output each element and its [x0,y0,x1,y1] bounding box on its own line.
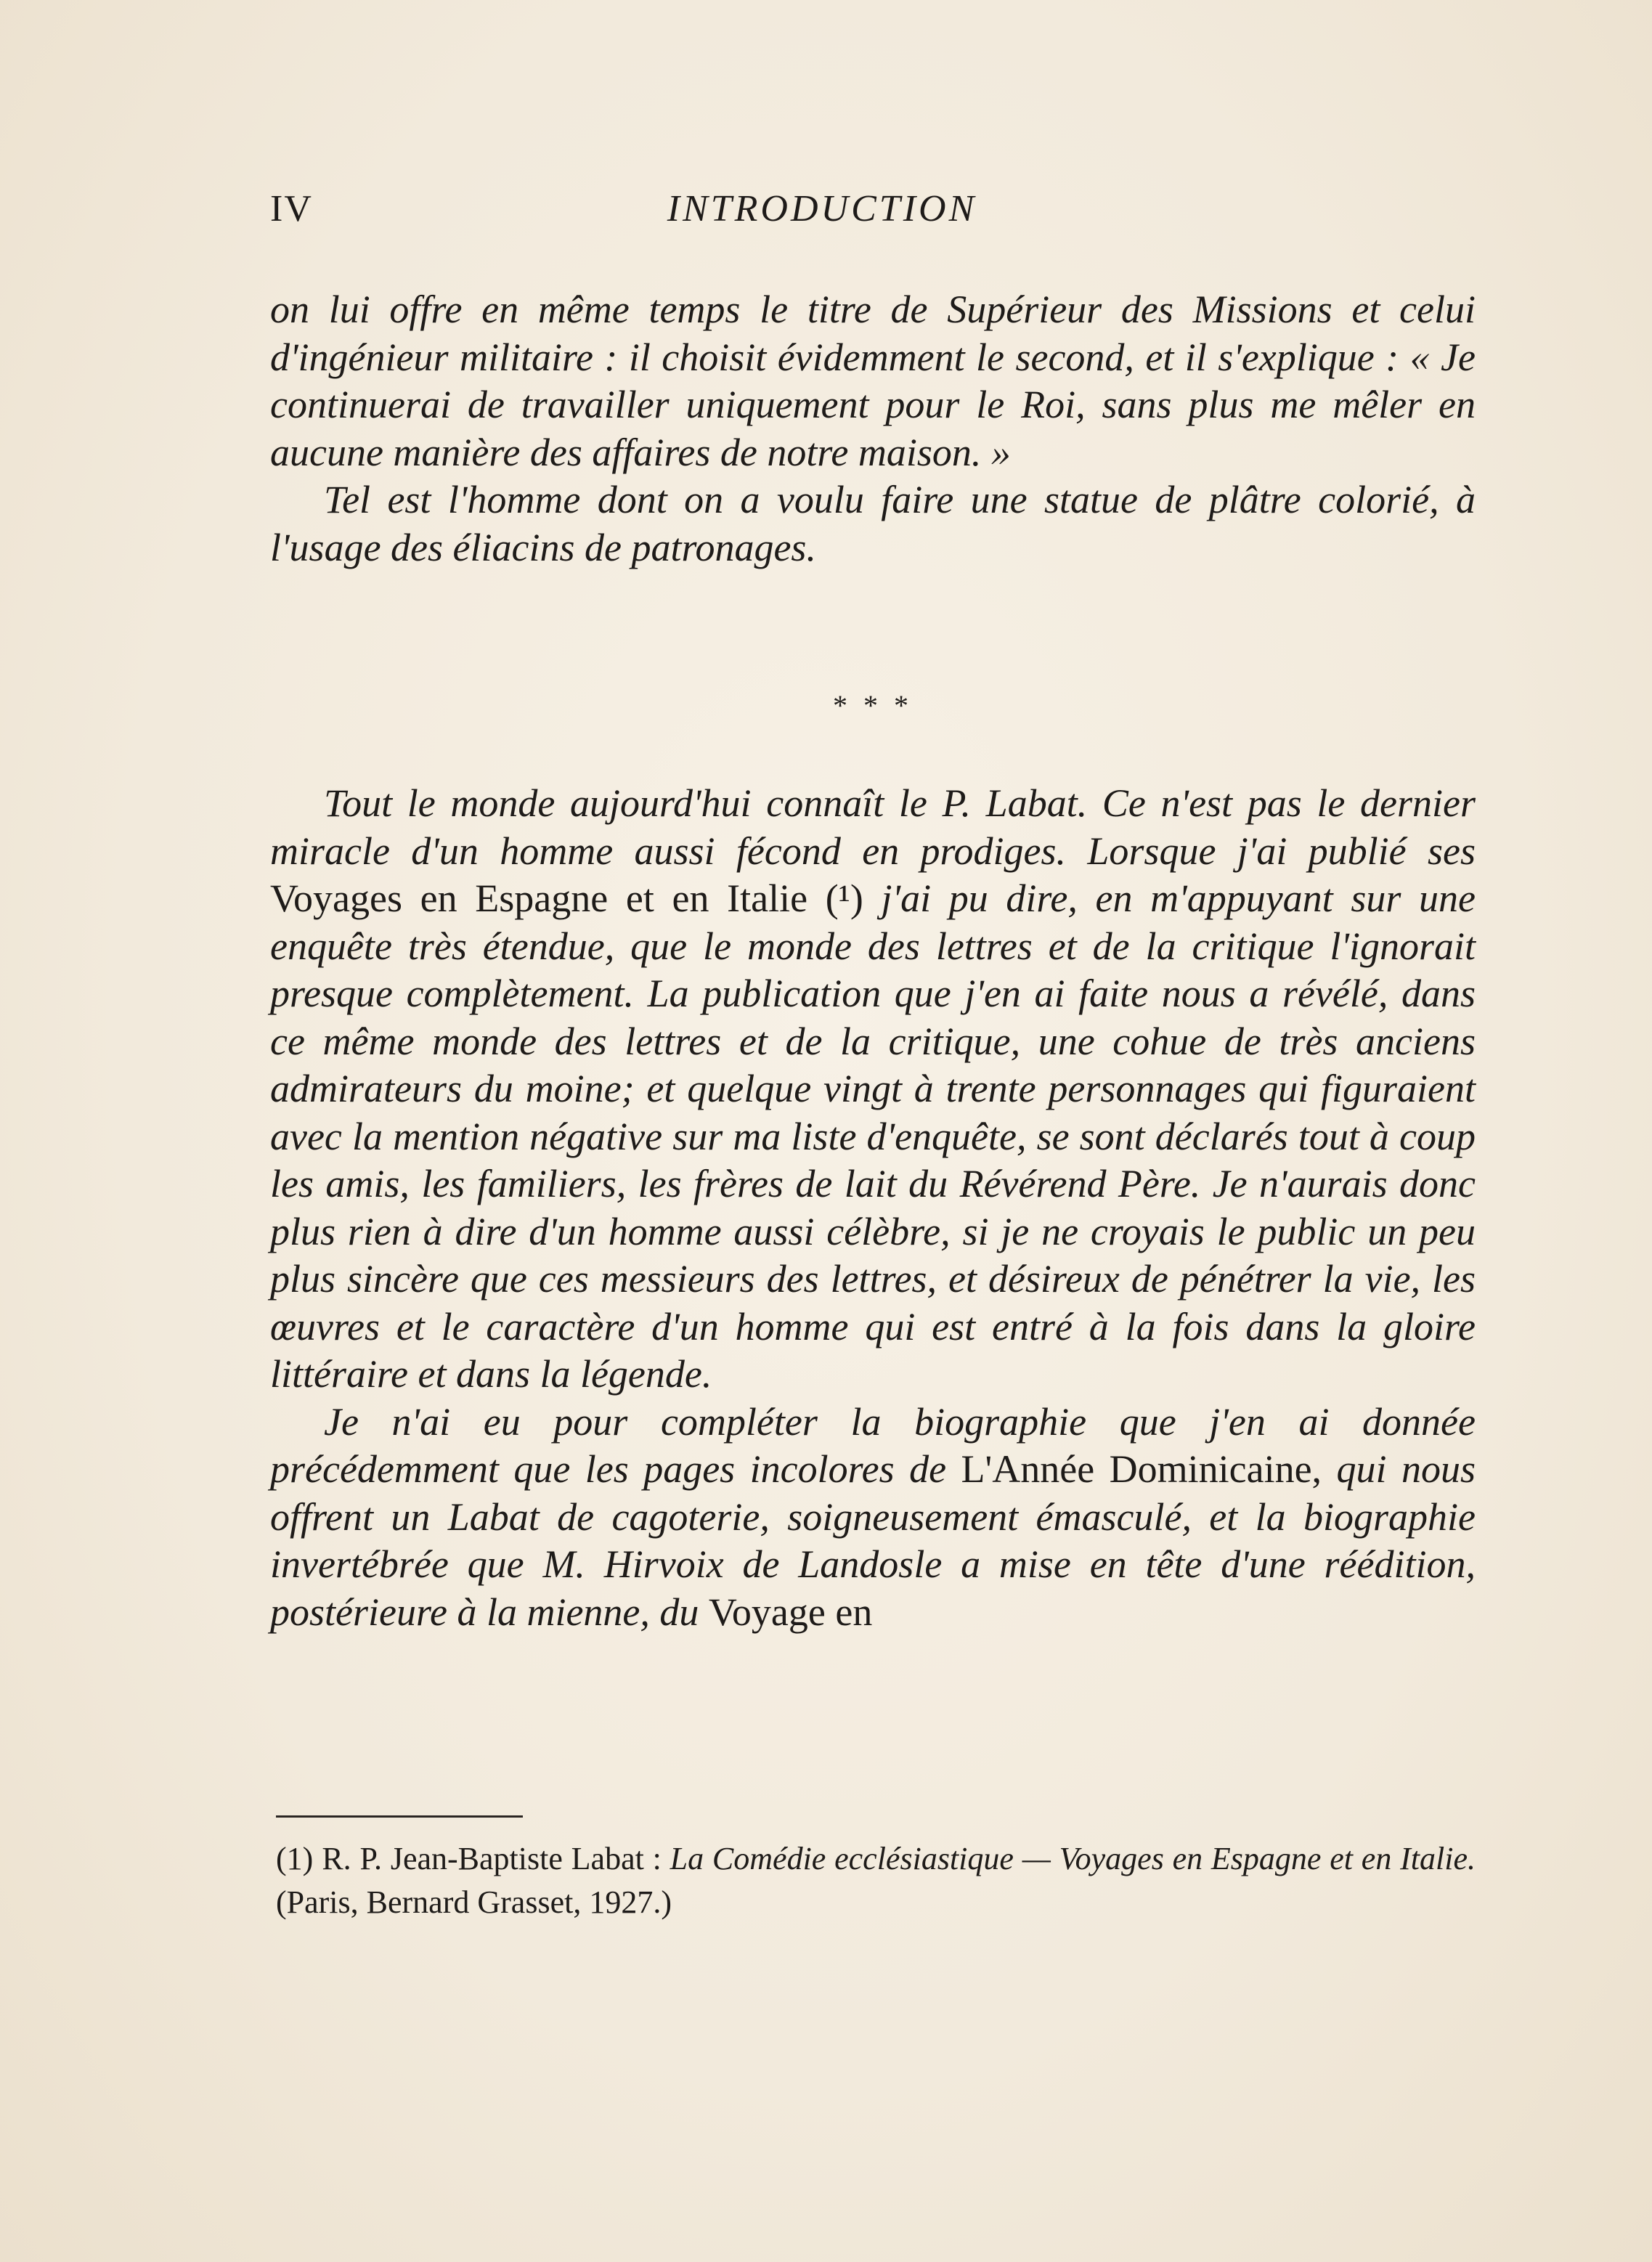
footnote-title: La Comédie ecclésiastique — Voyages en Espagne et en Italie. [670,1841,1476,1876]
p2-text-a: Je n'ai eu pour compléter la biographie que j'en ai donnée précédemment que les pages incolores de [270,1399,1476,1491]
page-header [270,187,1476,245]
text-block-top [270,286,1476,571]
p1-before-mission: on lui offre en même temps le titre de Supérieur des [270,288,1193,331]
book-title-voyage: Voyage en [708,1590,873,1634]
p1-rest: et celui d'ingénieur militaire : il choisit évidemment le second, et il s'explique : « Je continuerai de travailler uniquement pour le Roi, sans plus me mêler en aucune manière des affaires de notre maison. » [270,288,1476,474]
paragraph-labat-fame [270,780,1476,1399]
page-number: IV [270,188,313,229]
p2-text-b: qui nous offrent un Labat de cagoterie, soigneusement émasculé, et la biographie invertébrée que M. Hirvoix de Landosle a mise en tête d'une réédition, postérieure à la mienne, du [270,1447,1476,1634]
text-block-main [270,780,1476,1636]
p1-mission: Missions [1192,288,1332,331]
p1-text-a: Tout le monde aujourd'hui connaît le P. Labat. Ce n'est pas le dernier miracle d'un homme aussi fécond en prodiges. Lorsque j'ai publié ses [270,781,1476,873]
p1-text-b: j'ai pu dire, en m'appuyant sur une enquête très étendue, que le monde des lettres et de la critique l'ignorait presque complètement. La publication que j'en ai faite nous a révélé, dans ce même monde des lettres et de la critique, une cohue de très anciens admirateurs du moine; et quelque vingt à trente personnages qui figuraient avec la mention négative sur ma liste d'enquête, se sont déclarés tout à coup les amis, les familiers, les frères de lait du Révérend Père. Je n'aurais donc plus rien à dire d'un homme aussi célèbre, si je ne croyais le public un peu plus sincère que ces messieurs des lettres, et désireux de pénétrer la vie, les œuvres et le caractère d'un homme qui est entré à la fois dans la gloire littéraire et dans la légende. [270,876,1476,1396]
footnote-imprint: (Paris, Bernard Grasset, 1927.) [276,1884,672,1920]
book-title-annee: L'Année Dominicaine, [961,1447,1322,1491]
footnote-reference: (¹) [807,876,882,920]
footnote-rule [276,1815,523,1818]
footnote [276,1837,1476,1924]
running-title: INTRODUCTION [667,188,977,229]
footnote-author: R. P. Jean-Baptiste Labat : [322,1841,670,1876]
section-asterism: * * * [833,689,913,722]
footnote-number: (1) [276,1841,314,1876]
book-title-voyages: Voyages en Espagne et en Italie [270,876,808,920]
paragraph-biography [270,1399,1476,1637]
paragraph-continued [270,286,1476,476]
paragraph-statue: Tel est l'homme dont on a voulu faire une statue de plâtre colorié, à l'usage des éliacins de patronages. [270,478,1476,569]
